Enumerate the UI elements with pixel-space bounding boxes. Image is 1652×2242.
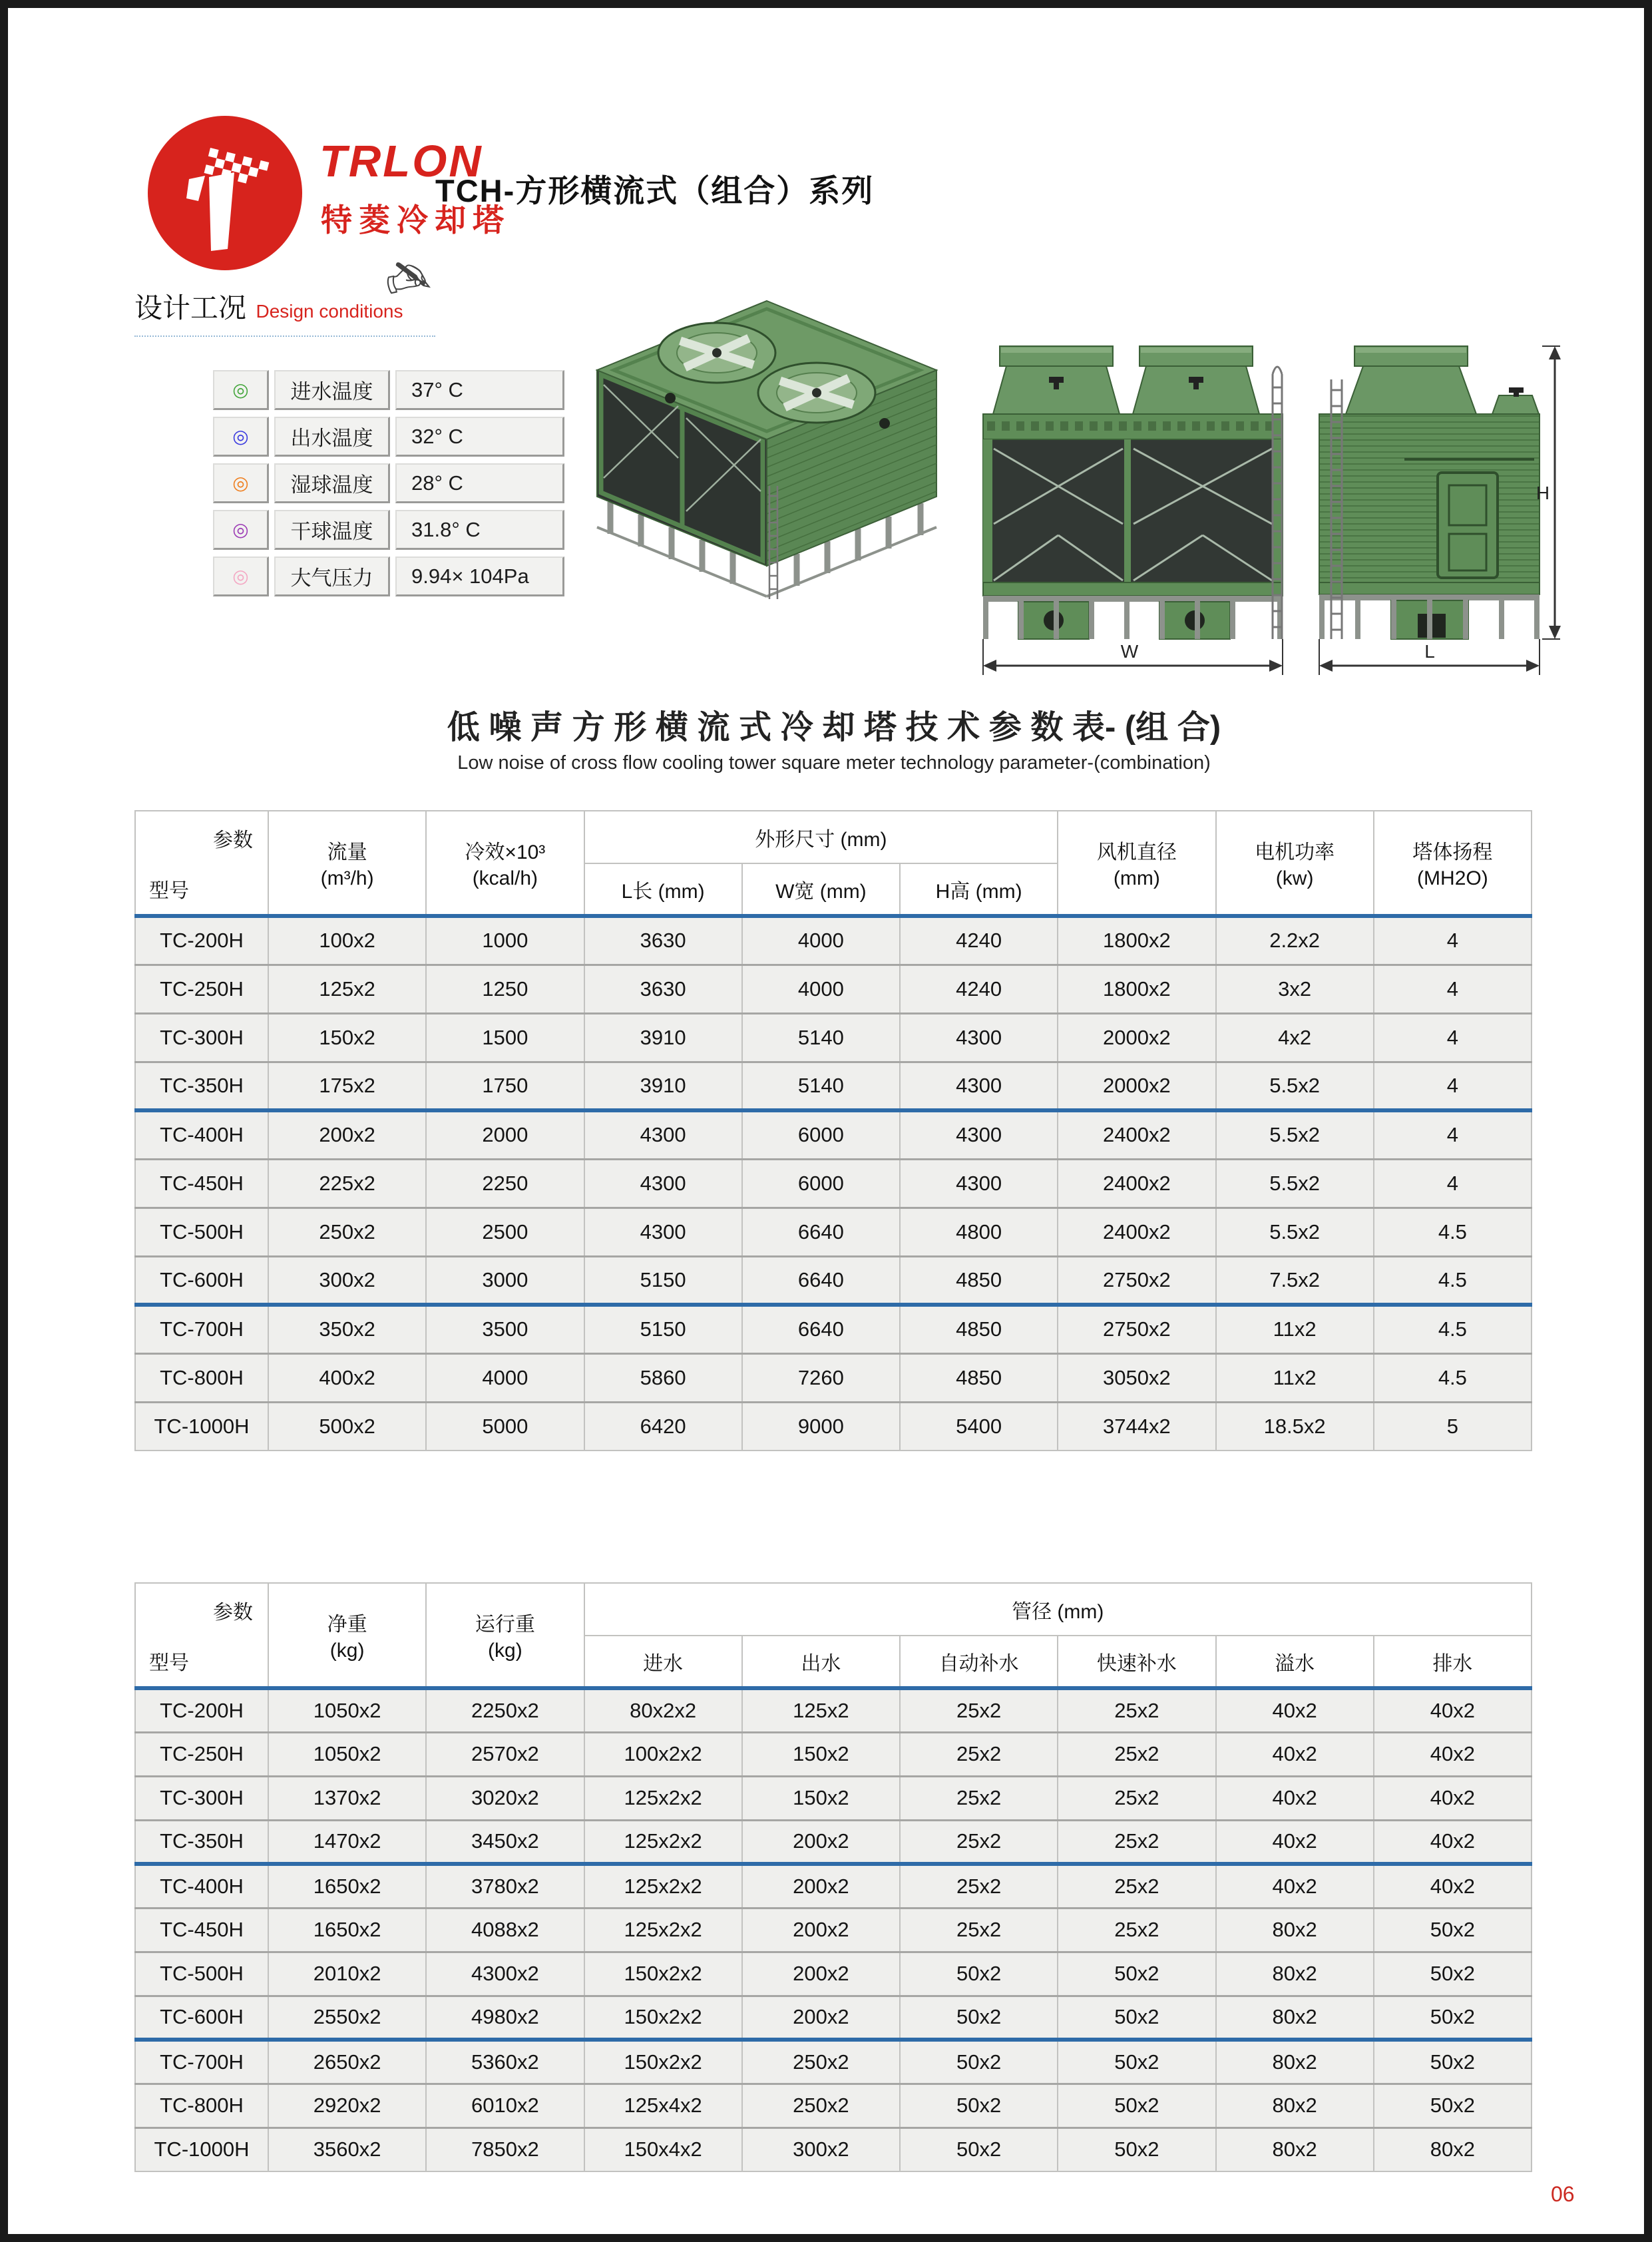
model-cell: TC-400H xyxy=(135,1864,268,1908)
col-header-auto-makeup: 自动补水 xyxy=(900,1636,1058,1688)
col-header-tower-lift: 塔体扬程 (MH2O) xyxy=(1374,811,1532,916)
value-cell: 6000 xyxy=(742,1159,900,1208)
value-cell: 50x2 xyxy=(1374,1952,1532,1996)
logo-wordmark: TRLON xyxy=(319,136,483,186)
isometric-tower-illustration xyxy=(577,286,956,606)
trlon-logo-icon xyxy=(144,113,306,273)
col-header-outlet: 出水 xyxy=(742,1636,900,1688)
value-cell: 4 xyxy=(1374,1159,1532,1208)
value-cell: 25x2 xyxy=(1058,1688,1215,1732)
value-cell: 1750 xyxy=(426,1062,584,1110)
value-cell: 80x2 xyxy=(1374,2128,1532,2171)
value-cell: 25x2 xyxy=(1058,1820,1215,1864)
value-cell: 5.5x2 xyxy=(1216,1208,1374,1256)
model-cell: TC-200H xyxy=(135,1688,268,1732)
table-row xyxy=(135,2040,1532,2084)
col-header-pipe-group: 管径 (mm) xyxy=(584,1583,1532,1636)
value-cell: 40x2 xyxy=(1374,1732,1532,1776)
value-cell: 3560x2 xyxy=(268,2128,426,2171)
model-cell: TC-600H xyxy=(135,1996,268,2040)
table-row xyxy=(135,1996,1532,2040)
value-cell: 4 xyxy=(1374,1013,1532,1062)
col-header-net-weight: 净重 (kg) xyxy=(268,1583,426,1688)
value-cell: 7850x2 xyxy=(426,2128,584,2171)
value-cell: 2650x2 xyxy=(268,2040,426,2084)
value-cell: 4300 xyxy=(900,1062,1058,1110)
model-cell: TC-1000H xyxy=(135,1402,268,1451)
value-cell: 4240 xyxy=(900,916,1058,965)
value-cell: 50x2 xyxy=(1058,1952,1215,1996)
value-cell: 40x2 xyxy=(1216,1732,1374,1776)
table-row xyxy=(135,1110,1532,1159)
value-cell: 150x2x2 xyxy=(584,1996,742,2040)
value-cell: 25x2 xyxy=(900,1908,1058,1952)
value-cell: 2250x2 xyxy=(426,1688,584,1732)
value-cell: 100x2 xyxy=(268,916,426,965)
value-cell: 4x2 xyxy=(1216,1013,1374,1062)
value-cell: 125x2 xyxy=(268,965,426,1013)
value-cell: 6000 xyxy=(742,1110,900,1159)
value-cell: 250x2 xyxy=(742,2084,900,2128)
value-cell: 2000x2 xyxy=(1058,1013,1215,1062)
value-cell: 80x2 xyxy=(1216,2040,1374,2084)
value-cell: 11x2 xyxy=(1216,1305,1374,1353)
value-cell: 25x2 xyxy=(1058,1908,1215,1952)
value-cell: 5860 xyxy=(584,1353,742,1402)
value-cell: 3910 xyxy=(584,1013,742,1062)
corner-header: 参数 型号 xyxy=(135,1583,268,1688)
value-cell: 3744x2 xyxy=(1058,1402,1215,1451)
value-cell: 40x2 xyxy=(1374,1688,1532,1732)
value-cell: 200x2 xyxy=(742,1952,900,1996)
col-header-flow: 流量 (m³/h) xyxy=(268,811,426,916)
value-cell: 40x2 xyxy=(1216,1864,1374,1908)
section-subtitle: Low noise of cross flow cooling tower square meter technology parameter-(combination) xyxy=(457,752,1211,774)
value-cell: 50x2 xyxy=(1374,2084,1532,2128)
value-cell: 250x2 xyxy=(268,1208,426,1256)
value-cell: 3630 xyxy=(584,916,742,965)
value-cell: 25x2 xyxy=(1058,1864,1215,1908)
value-cell: 6420 xyxy=(584,1402,742,1451)
value-cell: 4 xyxy=(1374,1062,1532,1110)
condition-label: 出水温度 xyxy=(274,417,390,457)
value-cell: 80x2 xyxy=(1216,1996,1374,2040)
condition-label: 进水温度 xyxy=(274,370,390,410)
table-row xyxy=(135,1013,1532,1062)
col-header-cooling: 冷效×10³ (kcal/h) xyxy=(426,811,584,916)
table-row xyxy=(135,1402,1532,1451)
table-row xyxy=(135,1732,1532,1776)
value-cell: 50x2 xyxy=(900,2040,1058,2084)
value-cell: 100x2x2 xyxy=(584,1732,742,1776)
table-row xyxy=(135,1062,1532,1110)
value-cell: 4850 xyxy=(900,1256,1058,1305)
value-cell: 125x2x2 xyxy=(584,1864,742,1908)
table-row xyxy=(135,1256,1532,1305)
value-cell: 2920x2 xyxy=(268,2084,426,2128)
value-cell: 200x2 xyxy=(742,1996,900,2040)
value-cell: 50x2 xyxy=(900,1996,1058,2040)
model-cell: TC-300H xyxy=(135,1013,268,1062)
table-row xyxy=(135,1952,1532,1996)
value-cell: 80x2 xyxy=(1216,1952,1374,1996)
model-cell: TC-800H xyxy=(135,1353,268,1402)
value-cell: 1650x2 xyxy=(268,1908,426,1952)
value-cell: 5140 xyxy=(742,1013,900,1062)
value-cell: 7.5x2 xyxy=(1216,1256,1374,1305)
condition-label: 湿球温度 xyxy=(274,463,390,503)
value-cell: 125x2 xyxy=(742,1688,900,1732)
condition-value: 32° C xyxy=(395,417,564,457)
col-header-drain: 排水 xyxy=(1374,1636,1532,1688)
model-cell: TC-300H xyxy=(135,1776,268,1820)
value-cell: 11x2 xyxy=(1216,1353,1374,1402)
model-cell: TC-500H xyxy=(135,1952,268,1996)
value-cell: 80x2x2 xyxy=(584,1688,742,1732)
bullseye-icon: ◎ xyxy=(213,417,269,457)
table-row xyxy=(135,916,1532,965)
value-cell: 5000 xyxy=(426,1402,584,1451)
value-cell: 250x2 xyxy=(742,2040,900,2084)
value-cell: 150x4x2 xyxy=(584,2128,742,2171)
value-cell: 50x2 xyxy=(1058,2040,1215,2084)
col-header-length: L长 (mm) xyxy=(584,863,742,916)
model-cell: TC-450H xyxy=(135,1908,268,1952)
value-cell: 2400x2 xyxy=(1058,1208,1215,1256)
front-elevation-drawing xyxy=(976,321,1289,684)
value-cell: 2010x2 xyxy=(268,1952,426,1996)
writing-hand-icon: ✍ xyxy=(379,245,435,312)
value-cell: 2550x2 xyxy=(268,1996,426,2040)
value-cell: 50x2 xyxy=(1058,1996,1215,2040)
page-number: 06 xyxy=(1551,2182,1575,2206)
value-cell: 200x2 xyxy=(268,1110,426,1159)
value-cell: 3780x2 xyxy=(426,1864,584,1908)
weights-pipes-body xyxy=(135,1688,1532,2171)
value-cell: 40x2 xyxy=(1374,1776,1532,1820)
col-header-height: H高 (mm) xyxy=(900,863,1058,916)
table-row xyxy=(135,1159,1532,1208)
bullseye-icon: ◎ xyxy=(213,510,269,550)
model-cell: TC-500H xyxy=(135,1208,268,1256)
value-cell: 6640 xyxy=(742,1256,900,1305)
value-cell: 80x2 xyxy=(1216,2084,1374,2128)
model-cell: TC-400H xyxy=(135,1110,268,1159)
value-cell: 5150 xyxy=(584,1256,742,1305)
value-cell: 1050x2 xyxy=(268,1688,426,1732)
value-cell: 6640 xyxy=(742,1208,900,1256)
table-row xyxy=(135,965,1532,1013)
value-cell: 3500 xyxy=(426,1305,584,1353)
value-cell: 4.5 xyxy=(1374,1208,1532,1256)
value-cell: 4300 xyxy=(584,1110,742,1159)
condition-value: 9.94× 104Pa xyxy=(395,557,564,596)
section-title: 低 噪 声 方 形 横 流 式 冷 却 塔 技 术 参 数 表- (组 合) xyxy=(447,710,1221,746)
corner-header: 参数 型号 xyxy=(135,811,268,916)
table-row xyxy=(135,1353,1532,1402)
value-cell: 3630 xyxy=(584,965,742,1013)
value-cell: 4300 xyxy=(584,1208,742,1256)
value-cell: 3000 xyxy=(426,1256,584,1305)
dimension-label-h: H xyxy=(1536,483,1550,503)
model-cell: TC-350H xyxy=(135,1820,268,1864)
table-row xyxy=(135,1208,1532,1256)
value-cell: 2500 xyxy=(426,1208,584,1256)
col-header-width: W宽 (mm) xyxy=(742,863,900,916)
value-cell: 50x2 xyxy=(1058,2084,1215,2128)
side-elevation-drawing xyxy=(1311,321,1564,684)
col-header-quick-makeup: 快速补水 xyxy=(1058,1636,1215,1688)
col-header-overflow: 溢水 xyxy=(1216,1636,1374,1688)
value-cell: 25x2 xyxy=(1058,1732,1215,1776)
value-cell: 5.5x2 xyxy=(1216,1062,1374,1110)
table-row xyxy=(135,1776,1532,1820)
value-cell: 1370x2 xyxy=(268,1776,426,1820)
value-cell: 150x2 xyxy=(742,1732,900,1776)
value-cell: 1250 xyxy=(426,965,584,1013)
value-cell: 40x2 xyxy=(1374,1820,1532,1864)
value-cell: 4.5 xyxy=(1374,1353,1532,1402)
value-cell: 200x2 xyxy=(742,1864,900,1908)
value-cell: 4088x2 xyxy=(426,1908,584,1952)
value-cell: 150x2x2 xyxy=(584,1952,742,1996)
value-cell: 125x4x2 xyxy=(584,2084,742,2128)
weights-pipes-table xyxy=(134,1582,1532,2172)
value-cell: 50x2 xyxy=(1374,2040,1532,2084)
value-cell: 40x2 xyxy=(1216,1776,1374,1820)
table-row xyxy=(135,1688,1532,1732)
tech-params-body xyxy=(135,916,1532,1451)
value-cell: 2400x2 xyxy=(1058,1110,1215,1159)
value-cell: 4300 xyxy=(900,1159,1058,1208)
value-cell: 4850 xyxy=(900,1353,1058,1402)
value-cell: 3x2 xyxy=(1216,965,1374,1013)
value-cell: 1800x2 xyxy=(1058,965,1215,1013)
value-cell: 5 xyxy=(1374,1402,1532,1451)
model-cell: TC-250H xyxy=(135,965,268,1013)
value-cell: 3020x2 xyxy=(426,1776,584,1820)
value-cell: 5360x2 xyxy=(426,2040,584,2084)
value-cell: 50x2 xyxy=(900,1952,1058,1996)
value-cell: 25x2 xyxy=(1058,1776,1215,1820)
condition-value: 37° C xyxy=(395,370,564,410)
value-cell: 4300 xyxy=(584,1159,742,1208)
value-cell: 50x2 xyxy=(1374,1908,1532,1952)
value-cell: 4240 xyxy=(900,965,1058,1013)
value-cell: 175x2 xyxy=(268,1062,426,1110)
value-cell: 2750x2 xyxy=(1058,1305,1215,1353)
page-title: TCH-方形横流式（组合）系列 xyxy=(435,173,875,208)
value-cell: 1650x2 xyxy=(268,1864,426,1908)
value-cell: 7260 xyxy=(742,1353,900,1402)
col-header-dimensions: 外形尺寸 (mm) xyxy=(584,811,1058,863)
value-cell: 4850 xyxy=(900,1305,1058,1353)
value-cell: 5400 xyxy=(900,1402,1058,1451)
value-cell: 150x2 xyxy=(268,1013,426,1062)
col-header-motor-power: 电机功率 (kw) xyxy=(1216,811,1374,916)
header-row xyxy=(135,1583,1532,1636)
model-cell: TC-350H xyxy=(135,1062,268,1110)
value-cell: 500x2 xyxy=(268,1402,426,1451)
value-cell: 40x2 xyxy=(1216,1820,1374,1864)
value-cell: 4000 xyxy=(742,965,900,1013)
model-cell: TC-800H xyxy=(135,2084,268,2128)
value-cell: 4800 xyxy=(900,1208,1058,1256)
value-cell: 5.5x2 xyxy=(1216,1159,1374,1208)
value-cell: 4 xyxy=(1374,965,1532,1013)
value-cell: 2.2x2 xyxy=(1216,916,1374,965)
table-row xyxy=(135,1305,1532,1353)
value-cell: 3050x2 xyxy=(1058,1353,1215,1402)
col-header-running-weight: 运行重 (kg) xyxy=(426,1583,584,1688)
value-cell: 1000 xyxy=(426,916,584,965)
value-cell: 125x2x2 xyxy=(584,1776,742,1820)
value-cell: 50x2 xyxy=(900,2128,1058,2171)
value-cell: 25x2 xyxy=(900,1688,1058,1732)
design-conditions-title-cn: 设计工况 xyxy=(134,292,247,324)
value-cell: 4 xyxy=(1374,916,1532,965)
value-cell: 4000 xyxy=(426,1353,584,1402)
design-conditions-title-en: Design conditions xyxy=(256,301,403,322)
value-cell: 4300 xyxy=(900,1110,1058,1159)
table-row xyxy=(135,1820,1532,1864)
value-cell: 80x2 xyxy=(1216,2128,1374,2171)
value-cell: 2000x2 xyxy=(1058,1062,1215,1110)
header-row xyxy=(135,811,1532,863)
value-cell: 400x2 xyxy=(268,1353,426,1402)
bullseye-icon: ◎ xyxy=(213,463,269,503)
value-cell: 50x2 xyxy=(900,2084,1058,2128)
value-cell: 1050x2 xyxy=(268,1732,426,1776)
value-cell: 25x2 xyxy=(900,1732,1058,1776)
value-cell: 9000 xyxy=(742,1402,900,1451)
model-cell: TC-200H xyxy=(135,916,268,965)
value-cell: 2750x2 xyxy=(1058,1256,1215,1305)
value-cell: 4000 xyxy=(742,916,900,965)
value-cell: 4.5 xyxy=(1374,1256,1532,1305)
value-cell: 150x2x2 xyxy=(584,2040,742,2084)
value-cell: 5140 xyxy=(742,1062,900,1110)
value-cell: 4.5 xyxy=(1374,1305,1532,1353)
model-cell: TC-700H xyxy=(135,1305,268,1353)
value-cell: 50x2 xyxy=(1058,2128,1215,2171)
table-row xyxy=(135,1864,1532,1908)
value-cell: 4300 xyxy=(900,1013,1058,1062)
value-cell: 2400x2 xyxy=(1058,1159,1215,1208)
table-row xyxy=(135,2084,1532,2128)
value-cell: 2000 xyxy=(426,1110,584,1159)
value-cell: 5150 xyxy=(584,1305,742,1353)
value-cell: 125x2x2 xyxy=(584,1820,742,1864)
value-cell: 3910 xyxy=(584,1062,742,1110)
value-cell: 80x2 xyxy=(1216,1908,1374,1952)
value-cell: 300x2 xyxy=(742,2128,900,2171)
table-row xyxy=(135,2128,1532,2171)
value-cell: 350x2 xyxy=(268,1305,426,1353)
value-cell: 3450x2 xyxy=(426,1820,584,1864)
condition-value: 31.8° C xyxy=(395,510,564,550)
dimension-label-l: L xyxy=(1424,641,1435,662)
value-cell: 200x2 xyxy=(742,1908,900,1952)
value-cell: 2570x2 xyxy=(426,1732,584,1776)
value-cell: 18.5x2 xyxy=(1216,1402,1374,1451)
value-cell: 125x2x2 xyxy=(584,1908,742,1952)
condition-label: 干球温度 xyxy=(274,510,390,550)
col-header-inlet: 进水 xyxy=(584,1636,742,1688)
value-cell: 5.5x2 xyxy=(1216,1110,1374,1159)
value-cell: 1500 xyxy=(426,1013,584,1062)
condition-value: 28° C xyxy=(395,463,564,503)
tech-params-table xyxy=(134,810,1532,1451)
model-cell: TC-1000H xyxy=(135,2128,268,2171)
value-cell: 40x2 xyxy=(1374,1864,1532,1908)
value-cell: 300x2 xyxy=(268,1256,426,1305)
value-cell: 200x2 xyxy=(742,1820,900,1864)
model-cell: TC-450H xyxy=(135,1159,268,1208)
dimension-label-w: W xyxy=(1120,641,1139,662)
value-cell: 6640 xyxy=(742,1305,900,1353)
value-cell: 25x2 xyxy=(900,1776,1058,1820)
value-cell: 40x2 xyxy=(1216,1688,1374,1732)
value-cell: 25x2 xyxy=(900,1864,1058,1908)
value-cell: 1800x2 xyxy=(1058,916,1215,965)
value-cell: 6010x2 xyxy=(426,2084,584,2128)
value-cell: 4 xyxy=(1374,1110,1532,1159)
value-cell: 4300x2 xyxy=(426,1952,584,1996)
bullseye-icon: ◎ xyxy=(213,370,269,410)
model-cell: TC-250H xyxy=(135,1732,268,1776)
value-cell: 150x2 xyxy=(742,1776,900,1820)
condition-label: 大气压力 xyxy=(274,557,390,596)
value-cell: 25x2 xyxy=(900,1820,1058,1864)
bullseye-icon: ◎ xyxy=(213,557,269,596)
col-header-fan-diameter: 风机直径 (mm) xyxy=(1058,811,1215,916)
value-cell: 50x2 xyxy=(1374,1996,1532,2040)
model-cell: TC-700H xyxy=(135,2040,268,2084)
logo-chinese-name: 特菱冷却塔 xyxy=(321,202,511,238)
value-cell: 4980x2 xyxy=(426,1996,584,2040)
model-cell: TC-600H xyxy=(135,1256,268,1305)
value-cell: 225x2 xyxy=(268,1159,426,1208)
value-cell: 2250 xyxy=(426,1159,584,1208)
table-row xyxy=(135,1908,1532,1952)
value-cell: 1470x2 xyxy=(268,1820,426,1864)
